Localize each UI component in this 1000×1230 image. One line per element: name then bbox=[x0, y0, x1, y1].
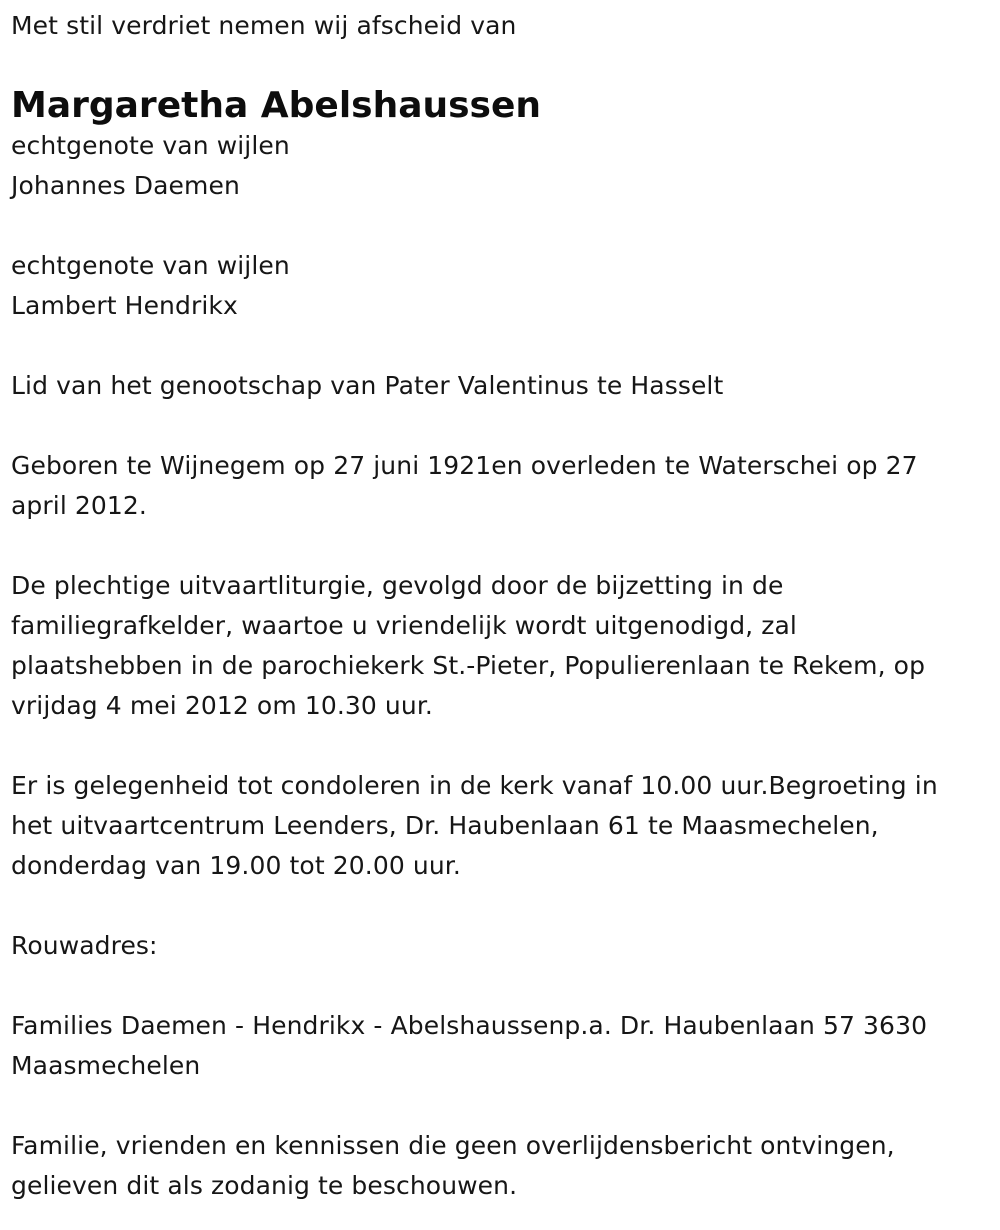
spouse2-name: Lambert Hendrikx bbox=[11, 291, 238, 320]
membership-text: Lid van het genootschap van Pater Valentinus te Hasselt bbox=[11, 371, 724, 400]
liturgy-text-line3: plaatshebben in de parochiekerk St.-Pieter, Populierenlaan te Rekem, op bbox=[11, 651, 926, 680]
spacer bbox=[11, 966, 1000, 1006]
condolence-text-line1: Er is gelegenheid tot condoleren in de kerk vanaf 10.00 uur.Begroeting in bbox=[11, 771, 938, 800]
closing-text-line1: Familie, vrienden en kennissen die geen overlijdensbericht ontvingen, bbox=[11, 1131, 895, 1160]
spacer bbox=[11, 206, 1000, 246]
spacer bbox=[11, 886, 1000, 926]
spacer bbox=[11, 326, 1000, 366]
deceased-name: Margaretha Abelshaussen bbox=[11, 85, 542, 126]
birth-death-text-line1: Geboren te Wijnegem op 27 juni 1921en overleden te Waterschei op 27 bbox=[11, 451, 918, 480]
spouse2-relation: echtgenote van wijlen bbox=[11, 251, 290, 280]
address-text-line1: Families Daemen - Hendrikx - Abelshaussenp.a. Dr. Haubenlaan 57 3630 bbox=[11, 1011, 928, 1040]
liturgy-text-line4: vrijdag 4 mei 2012 om 10.30 uur. bbox=[11, 691, 433, 720]
closing-text-line2: gelieven dit als zodanig te beschouwen. bbox=[11, 1171, 518, 1200]
spouse1-name: Johannes Daemen bbox=[11, 171, 240, 200]
condolence-text-line3: donderdag van 19.00 tot 20.00 uur. bbox=[11, 851, 461, 880]
liturgy-text-line1: De plechtige uitvaartliturgie, gevolgd door de bijzetting in de bbox=[11, 571, 784, 600]
liturgy-text-line2: familiegrafkelder, waartoe u vriendelijk wordt uitgenodigd, zal bbox=[11, 611, 797, 640]
address-label: Rouwadres: bbox=[11, 931, 158, 960]
spacer bbox=[11, 406, 1000, 446]
address-text-line2: Maasmechelen bbox=[11, 1051, 201, 1080]
spouse1-relation: echtgenote van wijlen bbox=[11, 131, 290, 160]
spacer bbox=[11, 726, 1000, 766]
intro-text: Met stil verdriet nemen wij afscheid van bbox=[11, 11, 517, 40]
birth-death-text-line2: april 2012. bbox=[11, 491, 147, 520]
spacer bbox=[11, 1086, 1000, 1126]
spacer bbox=[11, 526, 1000, 566]
condolence-text-line2: het uitvaartcentrum Leenders, Dr. Haubenlaan 61 te Maasmechelen, bbox=[11, 811, 879, 840]
